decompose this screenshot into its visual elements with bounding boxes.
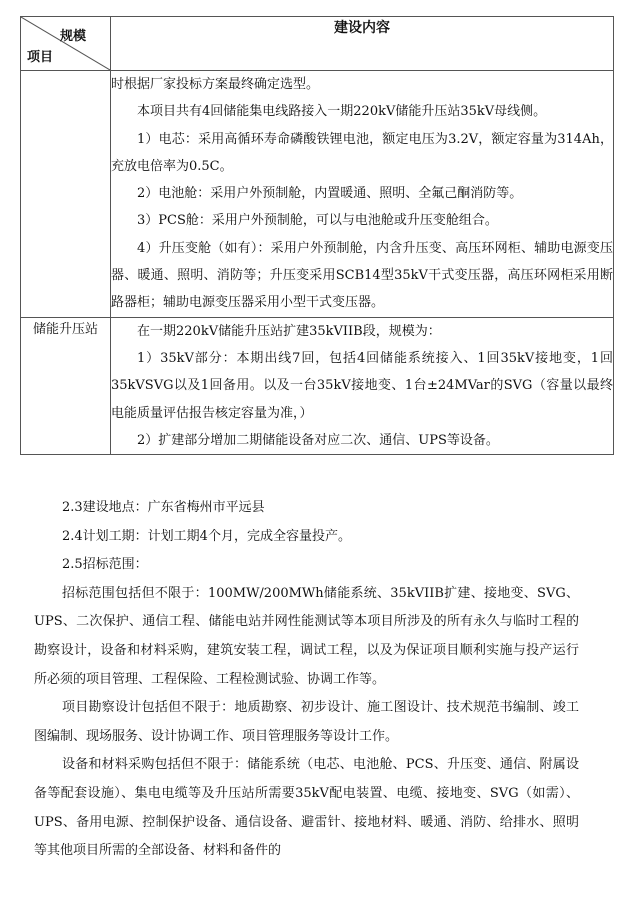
content-paragraph: 1）35kV部分：本期出线7回，包括4回储能系统接入、1回35kV接地变，1回35kVSVG以及1回备用。以及一台35kV接地变、1台±24MVar的SVG（容量以最终电能质量评估报告核定容量为准，） xyxy=(111,350,613,421)
row-content xyxy=(111,71,614,318)
row-content xyxy=(111,317,614,454)
procurement-scope-paragraph: 设备和材料采购包括但不限于：储能系统（电芯、电池舱、PCS、升压变、通信、附属设备等配套设施）、集电电缆等及升压站所需要35kV配电装置、电缆、接地变、SVG（如需）、UPS、备用电源、控制保护设备、通信设备、避雷针、接地材料、暖通、消防、给排水、照明等其他项目所需的全部设备、材料和备件的 xyxy=(34,757,579,859)
scope-paragraph: 招标范围包括但不限于：100MW/200MWh储能系统、35kVIIB扩建、接地变、SVG、UPS、二次保护、通信工程、储能电站并网性能测试等本项目所涉及的所有永久与临时工程的勘察设计，设备和材料采购，建筑安装工程，调试工程，以及为保证项目顺利实施与投产运行所必须的项目管理、工程保险、工程检测试验、协调工作等。 xyxy=(34,585,579,687)
content-paragraph: 时根据厂家投标方案最终确定选型。 xyxy=(111,77,320,92)
header-corner-cell xyxy=(21,17,111,71)
section-2-4-schedule: 2.4计划工期：计划工期4个月，完成全容量投产。 xyxy=(62,528,351,544)
content-paragraph: 3）PCS舱：采用户外预制舱，可以与电池舱或升压变舱组合。 xyxy=(137,213,498,229)
table-row xyxy=(21,71,614,318)
design-scope-paragraph: 项目勘察设计包括但不限于：地质勘察、初步设计、施工图设计、技术规范书编制、竣工图编制、现场服务、设计协调工作、项目管理服务等设计工作。 xyxy=(34,700,579,744)
content-paragraph: 在一期220kV储能升压站扩建35kVIIB段，规模为： xyxy=(137,323,441,339)
header-scale-label: 规模 xyxy=(59,29,86,44)
table-row xyxy=(21,317,614,454)
table-header-row xyxy=(21,17,614,71)
content-paragraph: 4）升压变舱（如有）：采用户外预制舱，内含升压变、高压环网柜、辅助电源变压器、暖通、照明、消防等；升压变采用SCB14型35kV干式变压器，高压环网柜采用断路器柜；辅助电源变压器采用小型干式变压器。 xyxy=(111,240,613,311)
body-text xyxy=(34,494,579,866)
row-label: 储能升压站 xyxy=(21,317,111,454)
content-paragraph: 2）扩建部分增加二期储能设备对应二次、通信、UPS等设备。 xyxy=(137,432,499,448)
header-content-label: 建设内容 xyxy=(111,17,614,71)
section-2-3-location: 2.3建设地点：广东省梅州市平远县 xyxy=(62,500,265,515)
content-paragraph: 本项目共有4回储能集电线路接入一期220kV储能升压站35kV母线侧。 xyxy=(137,104,547,120)
header-item-label: 项目 xyxy=(27,50,54,65)
row-label xyxy=(21,71,111,318)
content-paragraph: 2）电池舱：采用户外预制舱，内置暖通、照明、全氟己酮消防等。 xyxy=(137,186,523,202)
scope-table xyxy=(20,16,614,455)
content-paragraph: 1）电芯：采用高循环寿命磷酸铁锂电池，额定电压为3.2V，额定容量为314Ah，充放电倍率为0.5C。 xyxy=(111,131,613,174)
section-2-5-heading: 2.5招标范围： xyxy=(62,557,148,573)
